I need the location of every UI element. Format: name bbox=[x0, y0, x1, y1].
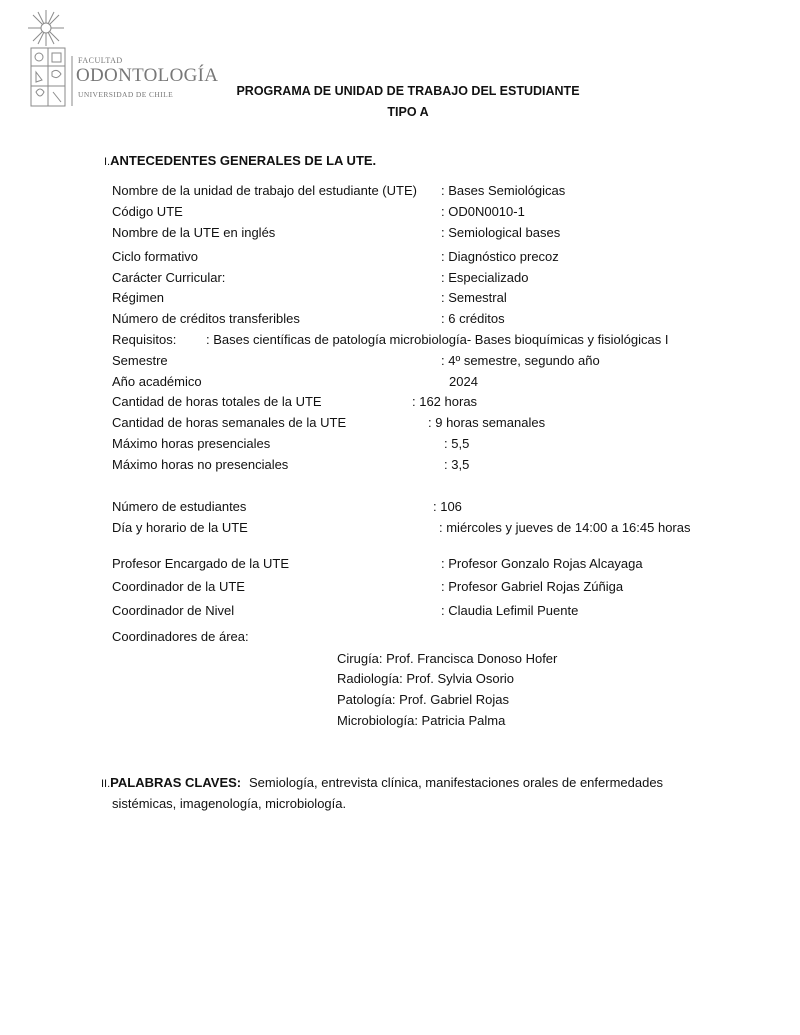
keywords-text-line1: Semiología, entrevista clínica, manifestaciones orales de enfermedades bbox=[249, 775, 664, 790]
info-row-value: : OD0N0010-1 bbox=[441, 204, 525, 219]
info-row-value: : Especializado bbox=[441, 270, 529, 285]
logo-university-label: UNIVERSIDAD DE CHILE bbox=[78, 90, 174, 99]
info-row-label: Semestre bbox=[112, 353, 168, 368]
section-title: ANTECEDENTES GENERALES DE LA UTE. bbox=[110, 153, 377, 168]
logo-odontologia-label: ODONTOLOGÍA bbox=[76, 65, 219, 86]
info-row-value: : Profesor Gabriel Rojas Zúñiga bbox=[441, 579, 624, 594]
keywords-text-line2: sistémicas, imagenología, microbiología. bbox=[112, 796, 347, 811]
info-row-label: Carácter Curricular: bbox=[112, 270, 226, 285]
info-row-label: Profesor Encargado de la UTE bbox=[112, 556, 290, 571]
info-row-value: : Diagnóstico precoz bbox=[441, 249, 559, 264]
info-row-value: 2024 bbox=[449, 374, 478, 389]
info-row-label: Día y horario de la UTE bbox=[112, 520, 248, 535]
info-row-label: Año académico bbox=[112, 374, 202, 389]
section-1-heading bbox=[104, 153, 376, 168]
info-row-label: Número de créditos transferibles bbox=[112, 311, 300, 326]
logo-faculty-label: FACULTAD bbox=[78, 56, 123, 65]
info-row-label: Cantidad de horas totales de la UTE bbox=[112, 394, 322, 409]
info-row-label: Régimen bbox=[112, 290, 165, 305]
info-row-label: Nombre de la unidad de trabajo del estudiante (UTE) bbox=[112, 183, 417, 198]
info-row-value: : Semiological bases bbox=[441, 225, 561, 240]
info-row-value: : miércoles y jueves de 14:00 a 16:45 horas bbox=[439, 520, 691, 535]
info-row-value: : 9 horas semanales bbox=[428, 415, 546, 430]
info-row-label: Nombre de la UTE en inglés bbox=[112, 225, 276, 240]
info-row-label: Máximo horas no presenciales bbox=[112, 457, 289, 472]
info-row-value: : Bases Semiológicas bbox=[441, 183, 566, 198]
coordinator-item: Microbiología: Patricia Palma bbox=[337, 713, 506, 728]
info-row-label: Requisitos: bbox=[112, 332, 177, 347]
coordinator-item: Patología: Prof. Gabriel Rojas bbox=[337, 692, 509, 707]
info-row-value: : 162 horas bbox=[412, 394, 478, 409]
document-title: PROGRAMA DE UNIDAD DE TRABAJO DEL ESTUDIANTE bbox=[236, 84, 580, 98]
info-row-value: : Claudia Lefimil Puente bbox=[441, 603, 579, 618]
info-row-value: : 106 bbox=[433, 499, 462, 514]
section-2-heading bbox=[101, 775, 241, 790]
info-row-value: : 3,5 bbox=[444, 457, 470, 472]
info-row-value: : Profesor Gonzalo Rojas Alcayaga bbox=[441, 556, 643, 571]
info-row-value: : 5,5 bbox=[444, 436, 470, 451]
info-row-label: Ciclo formativo bbox=[112, 249, 198, 264]
section-number: I. bbox=[104, 156, 111, 168]
info-row-label: Coordinador de Nivel bbox=[112, 603, 235, 618]
section-number: II. bbox=[101, 778, 111, 790]
info-row-label: Código UTE bbox=[112, 204, 183, 219]
coordinator-item: Radiología: Prof. Sylvia Osorio bbox=[337, 671, 515, 686]
document-subtitle: TIPO A bbox=[387, 105, 429, 119]
info-row-value: : 6 créditos bbox=[441, 311, 505, 326]
info-row-value: : 4º semestre, segundo año bbox=[441, 353, 600, 368]
info-row-label: Número de estudiantes bbox=[112, 499, 247, 514]
info-row-value: : Semestral bbox=[441, 290, 507, 305]
section-title: PALABRAS CLAVES: bbox=[110, 775, 242, 790]
info-row-label: Coordinador de la UTE bbox=[112, 579, 245, 594]
info-row-value: : Bases científicas de patología microbiología- Bases bioquímicas y fisiológicas I bbox=[206, 332, 669, 347]
coordinators-label: Coordinadores de área: bbox=[112, 629, 249, 644]
coordinator-item: Cirugía: Prof. Francisca Donoso Hofer bbox=[337, 651, 558, 666]
info-row-label: Cantidad de horas semanales de la UTE bbox=[112, 415, 347, 430]
info-row-label: Máximo horas presenciales bbox=[112, 436, 271, 451]
